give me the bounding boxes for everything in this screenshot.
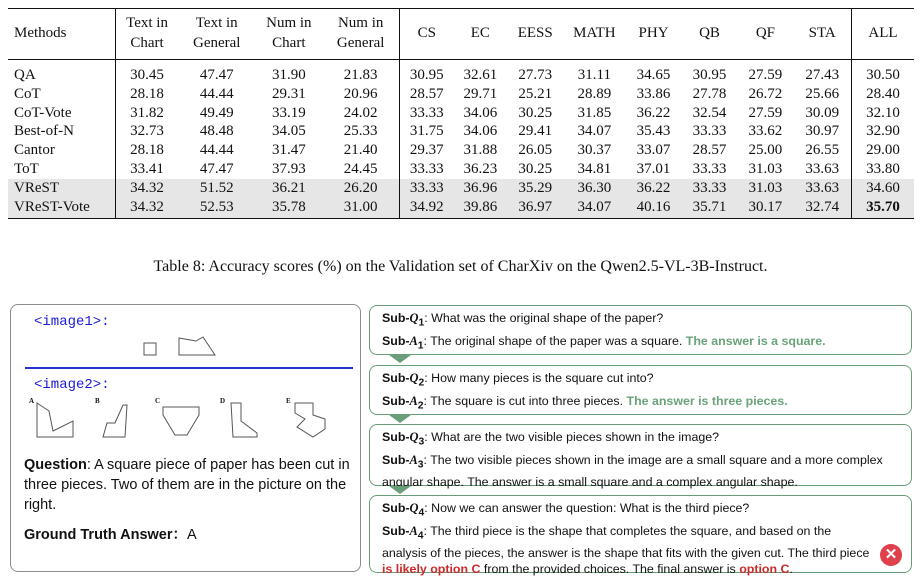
sub-question-3: Sub-$Q_3$: What are the two visible pieces shown in the image? <box>382 430 720 448</box>
sub-answer-2: Sub-$A_2$: The square is cut into three pieces. The answer is three pieces. <box>382 393 788 412</box>
score-cell: 33.33 <box>692 160 727 177</box>
sub-answer-3: Sub-$A_3$: The two visible pieces shown in the image are a small square and a more complex angular shape. The answer is a small square and a complex angular shape. <box>382 452 883 489</box>
score-cell: 29.31 <box>271 85 306 102</box>
column-header-line: Text in <box>195 15 238 31</box>
column-header <box>116 9 178 60</box>
score-cell: 33.41 <box>116 160 178 179</box>
score-cell: 25.66 <box>805 85 840 102</box>
score-cell: 33.80 <box>851 160 914 179</box>
column-header <box>400 9 454 60</box>
score-cell: 36.21 <box>255 179 322 198</box>
option-label-c: C <box>155 397 161 405</box>
score-cell: 30.95 <box>400 60 454 85</box>
score-cell: 34.06 <box>463 123 498 140</box>
option-shapes <box>35 401 335 441</box>
option-label-a: A <box>29 397 35 405</box>
score-cell: 39.86 <box>453 198 507 219</box>
method-name-cell: Cantor <box>14 142 55 159</box>
score-cell: 26.20 <box>322 179 399 198</box>
question-label: Question <box>24 457 87 473</box>
score-cell: 31.75 <box>400 122 454 141</box>
score-cell: 25.21 <box>518 85 553 102</box>
results-table <box>8 8 914 219</box>
method-name-cell: VReST <box>8 179 116 198</box>
score-cell: 24.02 <box>343 104 378 121</box>
score-cell: 31.90 <box>271 67 306 83</box>
score-cell: 21.40 <box>343 142 378 159</box>
sub-question-4: Sub-$Q_4$: Now we can answer the question: What is the third piece? <box>382 501 750 519</box>
score-cell: 47.47 <box>199 160 234 177</box>
reasoning-step-4 <box>369 495 912 577</box>
question-text <box>24 455 354 515</box>
score-cell: 44.44 <box>199 142 234 159</box>
score-cell: 33.63 <box>805 160 840 177</box>
score-cell: 29.00 <box>851 141 914 160</box>
score-cell: 34.32 <box>116 198 178 219</box>
score-cell: 27.73 <box>518 67 553 83</box>
image2-tag: <image2>: <box>34 377 110 393</box>
score-cell: 35.43 <box>636 123 671 140</box>
column-header-line: STA <box>808 25 836 41</box>
score-cell: 27.59 <box>748 67 783 83</box>
score-cell: 28.57 <box>692 142 727 159</box>
score-cell: 34.92 <box>400 198 454 219</box>
column-header <box>563 9 625 60</box>
score-cell: 28.40 <box>851 85 914 104</box>
ground-truth-value: A <box>187 527 197 543</box>
score-cell: 35.78 <box>255 198 322 219</box>
image1-tag: <image1>: <box>34 314 110 330</box>
score-cell: 30.25 <box>518 104 553 121</box>
score-cell: 26.72 <box>748 85 783 102</box>
reasoning-step-2 <box>369 365 912 415</box>
column-header <box>737 9 793 60</box>
column-header-line: Chart <box>130 35 164 51</box>
score-cell: 31.00 <box>322 198 399 219</box>
score-cell: 36.97 <box>507 198 563 219</box>
table-caption: Table 8: Accuracy scores (%) on the Validation set of CharXiv on the Qwen2.5-VL-3B-Instruct. <box>153 258 768 275</box>
score-cell: 24.45 <box>343 160 378 177</box>
score-cell: 31.82 <box>116 104 178 123</box>
score-cell: 21.83 <box>343 67 378 83</box>
column-header-line: CS <box>417 25 436 41</box>
score-cell: 33.33 <box>400 104 454 123</box>
score-cell: 34.65 <box>636 67 671 83</box>
score-cell: 40.16 <box>626 198 682 219</box>
score-cell: 36.22 <box>636 104 671 121</box>
column-header <box>507 9 563 60</box>
image1-pieces <box>141 333 221 357</box>
score-cell: 34.05 <box>271 123 306 140</box>
column-header <box>178 9 255 60</box>
score-cell: 34.32 <box>116 179 178 198</box>
sub-question-2: Sub-$Q_2$: How many pieces is the square cut into? <box>382 371 654 389</box>
score-cell: 31.85 <box>577 104 612 121</box>
score-cell: 48.48 <box>199 123 234 140</box>
score-cell: 30.25 <box>518 160 553 177</box>
score-cell: 30.09 <box>805 104 840 121</box>
column-header <box>793 9 851 60</box>
reasoning-step-1 <box>369 305 912 355</box>
score-cell: 27.59 <box>748 104 783 121</box>
table-row <box>8 85 914 104</box>
column-header-line: PHY <box>638 25 669 41</box>
option-label-b: B <box>95 397 100 405</box>
score-cell: 31.47 <box>271 142 306 159</box>
score-cell: 30.97 <box>805 123 840 140</box>
score-cell: 28.18 <box>116 85 178 104</box>
column-header <box>626 9 682 60</box>
score-cell: 44.44 <box>199 85 234 102</box>
score-cell: 35.70 <box>851 198 914 219</box>
column-header-line: General <box>336 35 385 51</box>
arrow-down-icon <box>389 486 411 494</box>
score-cell: 33.33 <box>400 179 454 198</box>
column-header <box>453 9 507 60</box>
arrow-down-icon <box>389 355 411 363</box>
score-cell: 33.33 <box>400 160 454 179</box>
column-header <box>682 9 738 60</box>
table-row <box>8 160 914 179</box>
score-cell: 33.33 <box>692 123 727 140</box>
column-header-line: Num in <box>266 15 312 31</box>
column-header <box>255 9 322 60</box>
column-header-line: Text in <box>126 15 168 31</box>
column-header <box>8 9 116 60</box>
score-cell: 30.37 <box>577 142 612 159</box>
method-name-cell: Best-of-N <box>14 123 74 140</box>
score-cell: 32.73 <box>116 122 178 141</box>
method-name-cell: VReST-Vote <box>8 198 116 219</box>
score-cell: 32.74 <box>793 198 851 219</box>
divider-line <box>25 367 353 369</box>
score-cell: 34.07 <box>577 123 612 140</box>
score-cell: 26.55 <box>805 142 840 159</box>
column-header-line: EESS <box>517 25 553 41</box>
method-name-cell: CoT-Vote <box>14 104 72 121</box>
sub-answer-4: Sub-$A_4$: The third piece is the shape that completes the square, and based on the analysis of the pieces, the answer is the shape that fits with the given cut. The third piece is likely option C from the provided choices. The final answer is option C. <box>382 523 870 577</box>
score-cell: 25.00 <box>748 142 783 159</box>
score-cell: 36.96 <box>453 179 507 198</box>
score-cell: 34.07 <box>563 198 625 219</box>
table-row <box>8 198 914 219</box>
reasoning-step-3 <box>369 424 912 489</box>
score-cell: 52.53 <box>178 198 255 219</box>
score-cell: 47.47 <box>199 67 234 83</box>
column-header-line: General <box>193 35 241 51</box>
score-cell: 33.63 <box>793 179 851 198</box>
score-cell: 25.33 <box>343 123 378 140</box>
score-cell: 30.95 <box>692 67 727 83</box>
table-row <box>8 122 914 141</box>
score-cell: 29.37 <box>400 141 454 160</box>
score-cell: 33.86 <box>636 85 671 102</box>
column-header-line: QF <box>755 25 776 41</box>
column-header-line: MATH <box>573 25 616 41</box>
option-label-e: E <box>286 397 291 405</box>
score-cell: 28.89 <box>577 85 612 102</box>
score-cell: 33.33 <box>682 179 738 198</box>
score-cell: 36.23 <box>463 160 498 177</box>
score-cell: 35.71 <box>682 198 738 219</box>
sub-question-1: Sub-$Q_1$: What was the original shape of the paper? <box>382 311 664 329</box>
score-cell: 30.45 <box>116 60 178 85</box>
score-cell: 31.88 <box>463 142 498 159</box>
score-cell: 36.22 <box>626 179 682 198</box>
score-cell: 27.43 <box>805 67 840 83</box>
column-header-line: EC <box>470 25 490 41</box>
column-header-line: QB <box>699 25 720 41</box>
question-body: : A square piece of paper has been cut in three pieces. Two of them are in the picture on the right. <box>24 457 350 513</box>
score-cell: 31.03 <box>748 160 783 177</box>
column-header <box>322 9 399 60</box>
score-cell: 33.19 <box>271 104 306 121</box>
score-cell: 30.17 <box>737 198 793 219</box>
score-cell: 34.81 <box>577 160 612 177</box>
score-cell: 37.93 <box>271 160 306 177</box>
score-cell: 31.03 <box>737 179 793 198</box>
score-cell: 37.01 <box>636 160 671 177</box>
column-header-line: Methods <box>14 25 67 41</box>
score-cell: 29.41 <box>518 123 553 140</box>
ground-truth-separator: ： <box>172 527 187 543</box>
arrow-down-icon <box>389 415 411 423</box>
score-cell: 27.78 <box>692 85 727 102</box>
score-cell: 32.61 <box>463 67 498 83</box>
column-header-line: ALL <box>868 25 898 41</box>
table-header-row <box>8 9 914 60</box>
question-panel <box>10 304 361 572</box>
score-cell: 28.18 <box>116 141 178 160</box>
method-name-cell: CoT <box>14 85 41 102</box>
option-label-d: D <box>220 397 226 405</box>
score-cell: 32.10 <box>851 104 914 123</box>
score-cell: 20.96 <box>343 85 378 102</box>
method-name-cell: ToT <box>14 160 39 177</box>
column-header-line: Num in <box>337 15 384 31</box>
score-cell: 36.30 <box>563 179 625 198</box>
method-name-cell: QA <box>14 67 36 83</box>
score-cell: 26.05 <box>518 142 553 159</box>
table-row <box>8 179 914 198</box>
score-cell: 34.06 <box>463 104 498 121</box>
score-cell: 30.50 <box>851 60 914 85</box>
score-cell: 49.49 <box>199 104 234 121</box>
score-cell: 33.07 <box>636 142 671 159</box>
column-header <box>851 9 914 60</box>
score-cell: 33.62 <box>748 123 783 140</box>
score-cell: 35.29 <box>507 179 563 198</box>
score-cell: 32.54 <box>692 104 727 121</box>
score-cell: 28.57 <box>400 85 454 104</box>
table-row <box>8 141 914 160</box>
score-cell: 34.60 <box>851 179 914 198</box>
table-row <box>8 60 914 85</box>
score-cell: 31.11 <box>577 67 611 83</box>
close-icon: ✕ <box>880 544 902 566</box>
score-cell: 29.71 <box>463 85 498 102</box>
score-cell: 51.52 <box>178 179 255 198</box>
score-cell: 32.90 <box>851 122 914 141</box>
sub-answer-1: Sub-$A_1$: The original shape of the paper was a square. The answer is a square. <box>382 333 826 352</box>
ground-truth-label: Ground Truth Answer <box>24 527 173 543</box>
table-row <box>8 104 914 123</box>
ground-truth <box>24 523 197 544</box>
column-header-line: Chart <box>272 35 306 51</box>
